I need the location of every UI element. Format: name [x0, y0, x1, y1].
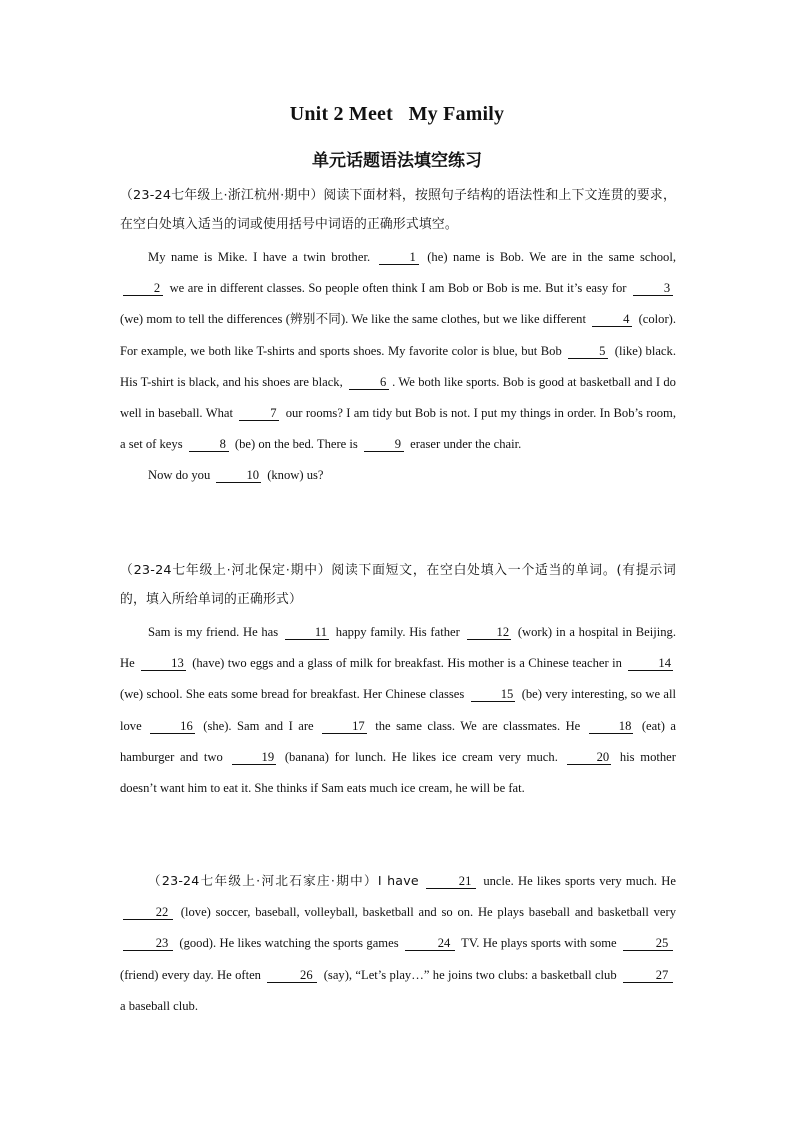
section-2 — [120, 556, 676, 804]
passage-text: TV. He plays sports with some — [461, 936, 617, 951]
passage-text: . We both like sports. Bob is good at basketball and I do well in baseball. What — [120, 374, 676, 421]
blank-10[interactable]: 10 — [216, 468, 261, 483]
blank-21[interactable]: 21 — [426, 874, 476, 889]
passage-text: a baseball club. — [120, 998, 198, 1013]
passage-text: we are in different classes. So people often think I am Bob or Bob is me. But it’s easy for — [169, 281, 627, 296]
blank-20[interactable]: 20 — [567, 750, 612, 765]
blank-26[interactable]: 26 — [267, 968, 317, 983]
blank-15[interactable]: 15 — [471, 687, 516, 702]
section-2-instructions: （23-24七年级上·河北保定·期中）阅读下面短文，在空白处填入一个适当的单词。(有提示词的，填入所给单词的正确形式） — [120, 563, 676, 607]
section-2-passage — [120, 617, 676, 804]
passage-text: (love) soccer, baseball, volleyball, basketball and so on. He plays baseball and basketball very — [180, 905, 676, 920]
passage-text: (work) in a hospital in Beijing. He — [120, 625, 676, 671]
passage-text: (good). He likes watching the sports games — [179, 936, 399, 951]
passage-text: (color). For example, we both like T-shirts and sports shoes. My favorite color is blue, but Bob — [120, 312, 676, 358]
passage-text: (we) school. She eats some bread for breakfast. Her Chinese classes — [120, 687, 465, 702]
blank-7[interactable]: 7 — [239, 406, 279, 421]
blank-27[interactable]: 27 — [623, 968, 673, 983]
passage-text: (be) very interesting, so we all love — [120, 687, 677, 733]
passage-text: (eat) a hamburger and two — [120, 718, 676, 764]
blank-3[interactable]: 3 — [633, 281, 673, 296]
passage-text: (friend) every day. He often — [120, 967, 261, 982]
passage-text: the same class. We are classmates. He — [375, 718, 581, 733]
blank-13[interactable]: 13 — [141, 656, 186, 671]
passage-text: (say), “Let’s play…” he joins two clubs: a basketball club — [323, 967, 617, 982]
passage-text: My name is Mike. I have a twin brother. — [148, 250, 371, 264]
section-3-passage — [120, 866, 676, 1022]
page-subtitle: 单元话题语法填空练习 — [312, 151, 482, 171]
passage-text: Now do you — [148, 468, 211, 483]
section-3 — [120, 866, 676, 1022]
passage-text: (be) on the bed. There is — [234, 437, 358, 452]
blank-9[interactable]: 9 — [364, 437, 404, 452]
blank-6[interactable]: 6 — [349, 375, 389, 390]
passage-text: (we) mom to tell the differences (辨别不同). We like the same clothes, but we like different — [120, 312, 586, 327]
passage-text: Sam is my friend. He has — [148, 625, 279, 639]
page-title: Unit 2 Meet My Family — [289, 103, 505, 125]
blank-8[interactable]: 8 — [189, 437, 229, 452]
passage-text: eraser under the chair. — [410, 437, 522, 452]
passage-text: uncle. He likes sports very much. He — [483, 874, 676, 888]
section-3-source: （23-24七年级上·河北石家庄·期中）I have — [148, 873, 419, 888]
passage-text: (he) name is Bob. We are in the same school, — [427, 250, 677, 264]
blank-5[interactable]: 5 — [568, 344, 608, 359]
blank-11[interactable]: 11 — [285, 625, 329, 640]
passage-text: (know) us? — [267, 468, 324, 483]
section-1 — [120, 181, 676, 492]
blank-25[interactable]: 25 — [623, 936, 673, 951]
section-1-passage-closing — [120, 460, 676, 491]
passage-text: our rooms? I am tidy but Bob is not. I put my things in order. In Bob’s room, a set of keys — [120, 406, 676, 452]
blank-23[interactable]: 23 — [123, 936, 173, 951]
passage-text: (like) black. His T-shirt is black, and his shoes are black, — [120, 343, 676, 389]
blank-14[interactable]: 14 — [628, 656, 673, 671]
passage-text: happy family. His father — [335, 625, 460, 639]
blank-12[interactable]: 12 — [467, 625, 512, 640]
blank-18[interactable]: 18 — [589, 719, 634, 734]
passage-text: (have) two eggs and a glass of milk for breakfast. His mother is a Chinese teacher in — [192, 656, 622, 671]
blank-4[interactable]: 4 — [592, 312, 632, 327]
passage-text: his mother doesn’t want him to eat it. She thinks if Sam eats much ice cream, he will be fat. — [120, 749, 676, 796]
passage-text: (she). Sam and I are — [203, 718, 314, 733]
blank-1[interactable]: 1 — [379, 250, 419, 265]
blank-2[interactable]: 2 — [123, 281, 163, 296]
blank-24[interactable]: 24 — [405, 936, 455, 951]
blank-19[interactable]: 19 — [232, 750, 277, 765]
passage-text: (banana) for lunch. He likes ice cream very much. — [284, 749, 558, 764]
blank-17[interactable]: 17 — [322, 719, 367, 734]
section-1-passage — [120, 242, 676, 460]
blank-22[interactable]: 22 — [123, 905, 173, 920]
section-1-instructions: （23-24七年级上·浙江杭州·期中）阅读下面材料，按照句子结构的语法性和上下文连贯的要求，在空白处填入适当的词或使用括号中词语的正确形式填空。 — [120, 188, 676, 232]
blank-16[interactable]: 16 — [150, 719, 195, 734]
